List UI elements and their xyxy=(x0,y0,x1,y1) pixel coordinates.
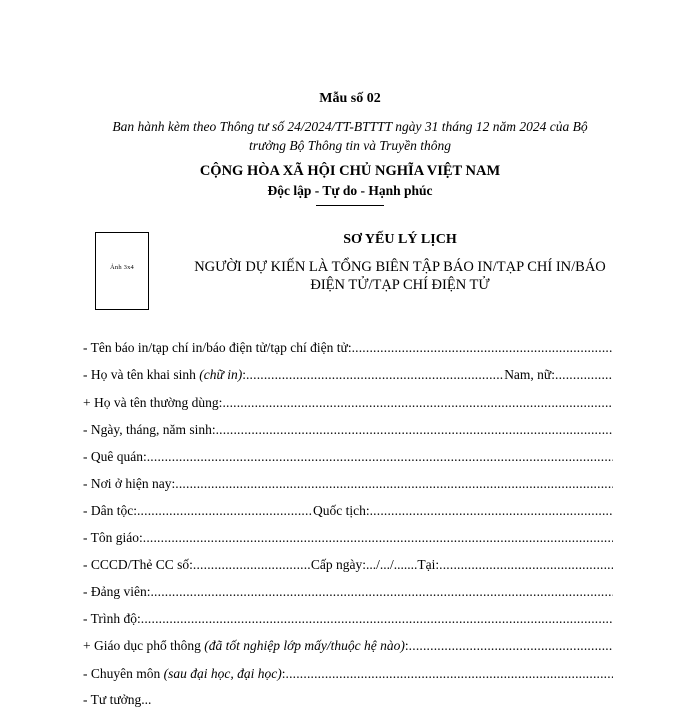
fill-line[interactable] xyxy=(150,584,613,600)
photo-label: Ảnh 3x4 xyxy=(110,264,134,271)
field-residence xyxy=(83,476,613,492)
field-birth-name xyxy=(83,367,613,383)
field-label: - Tên báo in/tạp chí in/báo điện tử/tạp chí điện tử: xyxy=(83,340,352,355)
fill-line-issue-place[interactable] xyxy=(439,557,613,573)
fill-line[interactable] xyxy=(246,367,504,383)
field-label-nationality: Quốc tịch: xyxy=(312,503,370,518)
fill-line[interactable] xyxy=(352,340,613,356)
field-date-of-birth xyxy=(83,422,613,438)
field-label: - Trình độ: xyxy=(83,611,141,626)
fill-line[interactable] xyxy=(286,666,614,682)
fill-line[interactable] xyxy=(409,638,613,654)
field-label-gender: Nam, nữ: xyxy=(504,367,555,382)
field-label: - Họ và tên khai sinh (chữ in): xyxy=(83,367,246,382)
photo-placeholder xyxy=(95,232,149,310)
document-subtitle xyxy=(165,258,635,294)
field-general-education xyxy=(83,638,613,654)
fill-line[interactable] xyxy=(216,422,613,438)
field-label-issue-date: Cấp ngày:.../.../....... xyxy=(310,557,418,572)
fill-line[interactable] xyxy=(137,503,313,519)
field-party-member xyxy=(83,584,613,600)
fill-line[interactable] xyxy=(147,449,613,465)
field-partial-next xyxy=(83,692,613,708)
nation-heading: CỘNG HÒA XÃ HỘI CHỦ NGHĨA VIỆT NAM xyxy=(199,163,501,179)
field-label: - Ngày, tháng, năm sinh: xyxy=(83,422,216,437)
fill-line[interactable] xyxy=(193,557,311,573)
field-common-name xyxy=(83,395,613,411)
motto-underline xyxy=(316,205,384,206)
field-label: - Tôn giáo: xyxy=(83,530,143,545)
field-label: - Quê quán: xyxy=(83,449,147,464)
fill-line[interactable] xyxy=(222,395,613,411)
field-hometown xyxy=(83,449,613,465)
issuance-note xyxy=(70,117,630,155)
field-label-issue-place: Tại: xyxy=(417,557,440,572)
fill-line-gender[interactable] xyxy=(555,367,613,383)
field-ethnicity xyxy=(83,503,613,519)
field-label: + Họ và tên thường dùng: xyxy=(83,395,223,410)
field-label: - Nơi ở hiện nay: xyxy=(83,476,176,491)
issuance-note-line-2: trưởng Bộ Thông tin và Truyền thông xyxy=(248,138,452,153)
field-publication-name xyxy=(83,340,613,356)
issuance-note-line-1: Ban hành kèm theo Thông tư số 24/2024/TT-BTTTT ngày 31 tháng 12 năm 2024 của Bộ xyxy=(112,119,588,134)
field-label: - Đảng viên: xyxy=(83,584,151,599)
national-motto: Độc lập - Tự do - Hạnh phúc xyxy=(267,183,433,198)
field-education-level xyxy=(83,611,613,627)
document-subtitle-line-1: NGƯỜI DỰ KIẾN LÀ TỔNG BIÊN TẬP BÁO IN/TẠP CHÍ IN/BÁO xyxy=(194,259,606,275)
document-title: SƠ YẾU LÝ LỊCH xyxy=(343,232,457,247)
fill-line[interactable] xyxy=(175,476,613,492)
field-label: - Tư tưởng... xyxy=(83,692,152,707)
field-label: - CCCD/Thẻ CC số: xyxy=(83,557,193,572)
field-label: + Giáo dục phổ thông (đã tốt nghiệp lớp mấy/thuộc hệ nào): xyxy=(83,638,409,653)
field-specialization xyxy=(83,666,613,682)
form-number: Mẫu số 02 xyxy=(319,91,381,106)
field-religion xyxy=(83,530,613,546)
field-id-card xyxy=(83,557,613,573)
fill-line-nationality[interactable] xyxy=(370,503,613,519)
document-subtitle-line-2: ĐIỆN TỬ/TẠP CHÍ ĐIỆN TỬ xyxy=(310,277,490,293)
fill-line[interactable] xyxy=(143,530,613,546)
field-label: - Dân tộc: xyxy=(83,503,137,518)
field-label: - Chuyên môn (sau đại học, đại học): xyxy=(83,666,286,681)
fill-line[interactable] xyxy=(141,611,613,627)
